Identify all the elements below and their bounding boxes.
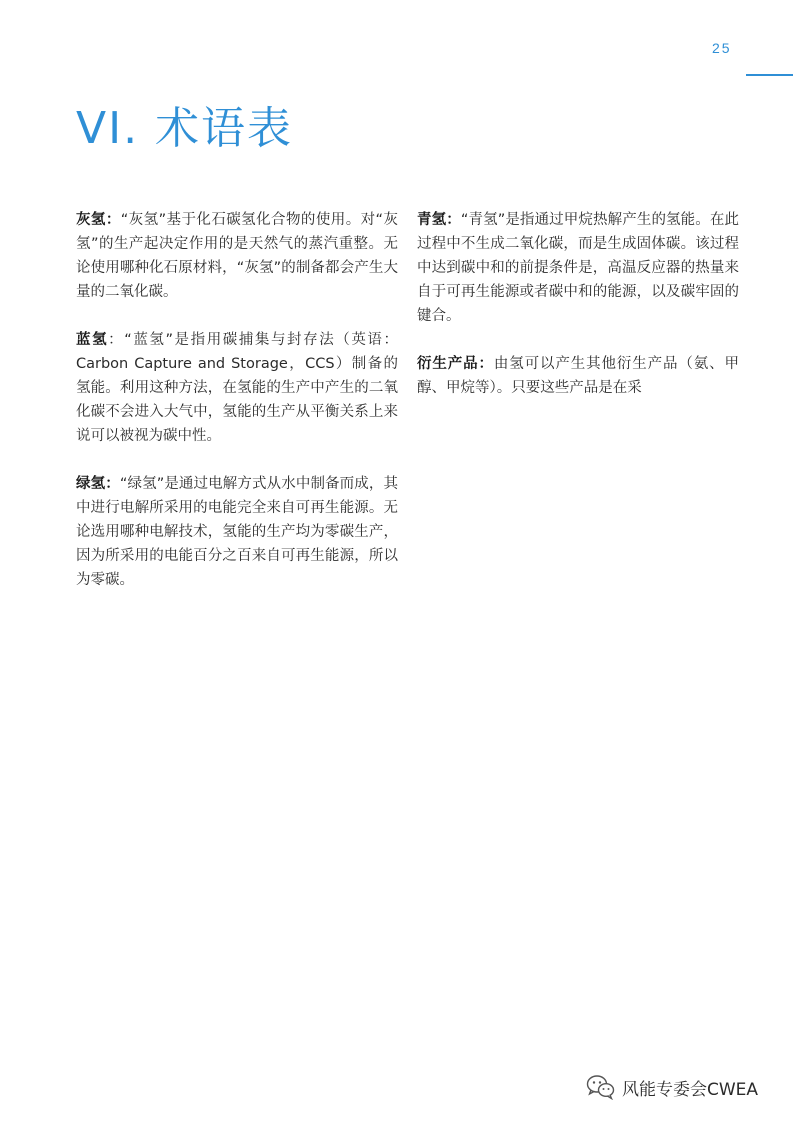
glossary-entry-derivatives xyxy=(417,352,739,400)
glossary-term: 绿氢： xyxy=(76,476,120,492)
header-rule xyxy=(746,74,793,76)
glossary-term: 青氢： xyxy=(417,212,461,228)
glossary-definition: “青氢”是指通过甲烷热解产生的氢能。在此过程中不生成二氧化碳，而是生成固体碳。该过程中达到碳中和的前提条件是，高温反应器的热量来自于可再生能源或者碳中和的能源，以及碳牢固的键合。 xyxy=(417,212,739,324)
glossary-definition: 由氢可以产生其他衍生产品（氨、甲醇、甲烷等）。只要这些产品是在采 xyxy=(417,356,739,396)
glossary-definition: ：“蓝氢”是指用碳捕集与封存法（英语：Carbon Capture and Storage，CCS）制备的氢能。利用这种方法，在氢能的生产中产生的二氧化碳不会进入大气中，氢能的生产从平衡关系上来说可以被视为碳中性。 xyxy=(76,332,399,444)
glossary-term: 蓝氢 xyxy=(76,332,109,348)
glossary-entry-green-hydrogen xyxy=(76,472,398,592)
watermark xyxy=(586,1074,758,1100)
page-title: VI. 术语表 xyxy=(76,103,294,154)
glossary-entry-blue-hydrogen xyxy=(76,328,398,448)
watermark-text: 风能专委会CWEA xyxy=(622,1079,759,1100)
glossary-right-column xyxy=(417,208,739,424)
wechat-icon xyxy=(586,1074,616,1100)
glossary-entry-grey-hydrogen xyxy=(76,208,398,304)
glossary-definition: “绿氢”是通过电解方式从水中制备而成，其中进行电解所采用的电能完全来自可再生能源。无论选用哪种电解技术，氢能的生产均为零碳生产，因为所采用的电能百分之百来自可再生能源，所以为零碳。 xyxy=(76,476,398,588)
glossary-term: 衍生产品： xyxy=(417,356,494,372)
glossary-entry-turquoise-hydrogen xyxy=(417,208,739,328)
glossary-term: 灰氢： xyxy=(76,212,121,228)
glossary-left-column xyxy=(76,208,398,616)
page-number: 25 xyxy=(712,40,732,56)
glossary-definition: “灰氢”基于化石碳氢化合物的使用。对“灰氢”的生产起决定作用的是天然气的蒸汽重整。无论使用哪种化石原材料，“灰氢”的制备都会产生大量的二氧化碳。 xyxy=(76,212,398,300)
